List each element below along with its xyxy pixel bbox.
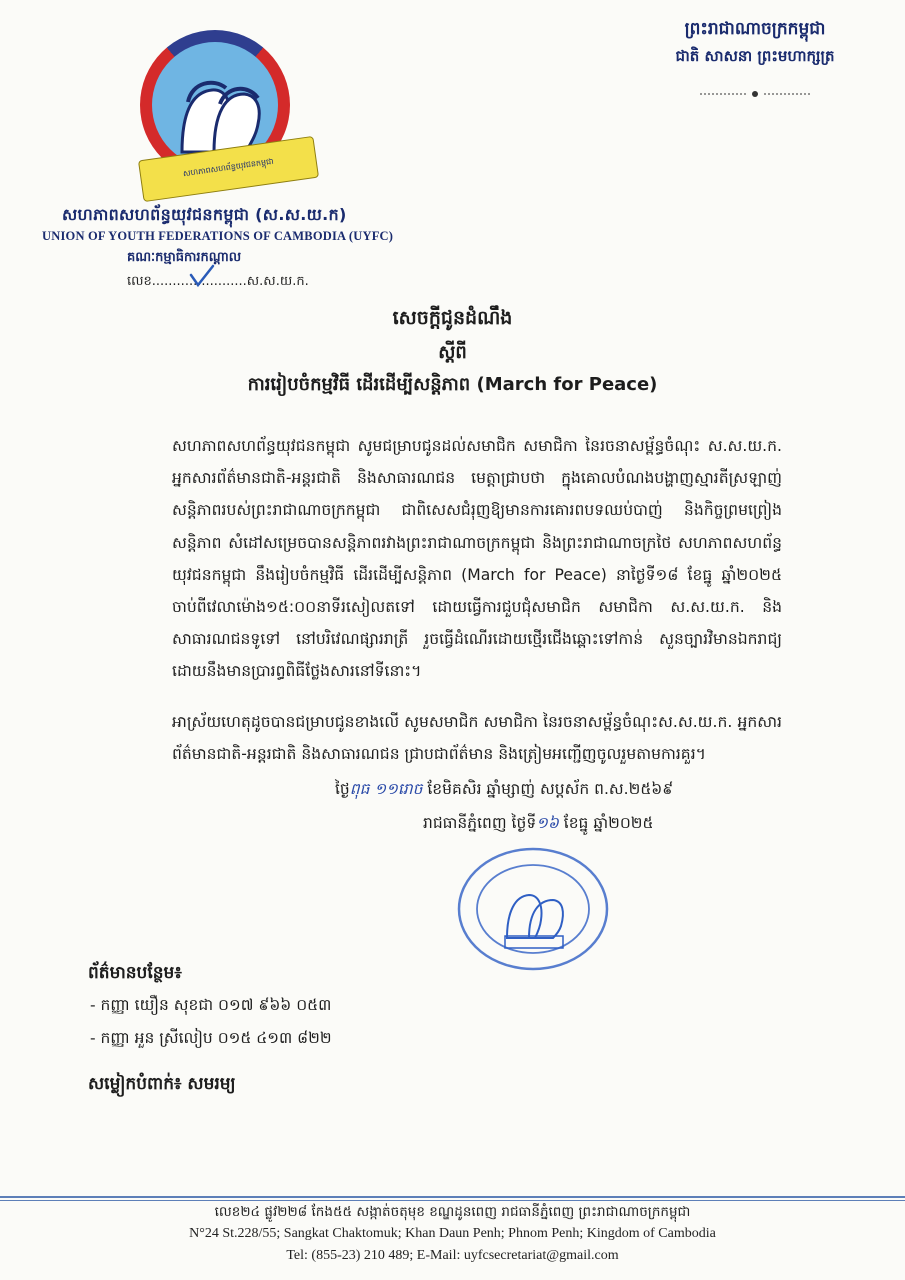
solar-date-rest: ខែធ្នូ ឆ្នាំ២០២៥ — [558, 814, 654, 832]
lunar-date — [335, 779, 673, 802]
org-name-khmer: សហភាពសហព័ន្ធយុវជនកម្ពុជា (ស.ស.យ.ក) — [62, 205, 347, 224]
footer-address-english: N°24 St.228/55; Sangkat Chaktomuk; Khan Daun Penh; Phnom Penh; Kingdom of Cambodia — [189, 1226, 716, 1241]
lunar-date-prefix: ថ្ងៃ — [335, 780, 350, 798]
checkmark-icon — [188, 263, 216, 289]
contact-title: ព័ត៌មានបន្ថែម៖ — [88, 963, 182, 983]
footer-address-khmer: លេខ២៤ ផ្លូវ២២៨ កែង៥៥ សង្កាត់ចតុមុខ ខណ្ឌដូនពេញ រាជធានីភ្នំពេញ ព្រះរាជាណាចក្រកម្ពុជា — [214, 1204, 691, 1220]
contact-item: - កញ្ញា យឿន សុខជា ០១៧ ៩៦៦ ០៥៣ — [90, 996, 332, 1014]
kingdom-heading: ព្រះរាជាណាចក្រកម្ពុជា — [684, 19, 826, 39]
solar-date-prefix: រាជធានីភ្នំពេញ ថ្ងៃទី — [423, 814, 537, 832]
org-name-english: UNION OF YOUTH FEDERATIONS OF CAMBODIA (UYFC) — [42, 229, 394, 243]
lunar-num-handwritten: ១១រោច — [374, 780, 423, 798]
solar-date — [423, 813, 654, 836]
contact-item: - កញ្ញា អួន ស្រីលៀប ០១៥ ៤១៣ ៨២២ — [90, 1029, 332, 1047]
dress-code: សម្លៀកបំពាក់៖ សមរម្យ — [88, 1074, 236, 1094]
ornament-divider — [700, 83, 810, 91]
official-stamp — [455, 846, 611, 972]
org-department: គណៈកម្មាធិការកណ្តាល — [127, 250, 242, 265]
notice-title: សេចក្តីជូនដំណឹង — [392, 307, 513, 329]
body-paragraph-2: អាស្រ័យហេតុដូចបានជម្រាបជូនខាងលើ សូមសមាជិក សមាជិកា នៃរចនាសម្ព័ន្ធចំណុះស.ស.យ.ក. អ្នកសារព័ត៌មានជាតិ-អន្តរជាតិ និងសាធារណជន ជ្រាបជាព័ត៌មាន និងត្រៀមអញ្ជើញចូលរួមតាមការគួរ។ — [172, 713, 782, 764]
lunar-date-rest: ខែមិគសិរ ឆ្នាំម្សាញ់ សប្តស័ក ព.ស.២៥៦៩ — [422, 780, 674, 798]
notice-subtitle: ស្តីពី — [438, 342, 467, 363]
solar-day-handwritten: ១៦ — [536, 814, 559, 832]
logo-ribbon: សហភាពសហព័ន្ធយុវជនកម្ពុជា — [138, 136, 319, 202]
lunar-day-handwritten: ពុធ — [349, 780, 370, 798]
uyfc-logo — [120, 30, 320, 200]
notice-topic: ការរៀបចំកម្មវិធី ដើរដើម្បីសន្តិភាព (March for Peace) — [247, 374, 658, 395]
body-paragraph-1: សហភាពសហព័ន្ធយុវជនកម្ពុជា សូមជម្រាបជូនដល់សមាជិក សមាជិកា នៃរចនាសម្ព័ន្ធចំណុះ ស.ស.យ.ក. អ្នកសារព័ត៌មានជាតិ-អន្តរជាតិ និងសាធារណជន មេត្តាជ្រាបថា ក្នុងគោលបំណងបង្ហាញស្មារតីស្រឡាញ់សន្តិភាពរបស់ព្រះរាជាណាចក្រកម្ពុជា ជាពិសេសជំរុញឱ្យមានការគោរពបទឈប់បាញ់ និងកិច្ចព្រមព្រៀងសន្តិភាព សំដៅសម្រេចបានសន្តិភាពរវាងព្រះរាជាណាចក្រកម្ពុជា និងព្រះរាជាណាចក្រថៃ សហភាពសហព័ន្ធយុវជនកម្ពុជា នឹងរៀបចំកម្មវិធី ដើរដើម្បីសន្តិភាព (March for Peace) នាថ្ងៃទី១៨ ខែធ្នូ ឆ្នាំ២០២៥ ចាប់ពីវេលាម៉ោង១៥:០០នាទីរសៀលតទៅ ដោយធ្វើការជួបជុំសមាជិក សមាជិកា ស.ស.យ.ក. និងសាធារណជនទូទៅ នៅបរិវេណផ្សាររាត្រី រួចធ្វើដំណើរដោយថ្មើរជើងឆ្ពោះទៅកាន់ សួនច្បារវិមានឯករាជ្យ ដោយនឹងមានប្រារព្ធពិធីថ្លែងសារនៅទីនោះ។ — [172, 437, 782, 681]
reference-number: លេខ.......................ស.ស.យ.ក. — [127, 274, 309, 289]
national-motto: ជាតិ សាសនា ព្រះមហាក្សត្រ — [675, 47, 835, 65]
footer-contact: Tel: (855-23) 210 489; E-Mail: uyfcsecretariat@gmail.com — [286, 1248, 619, 1263]
footer-divider-thin — [0, 1200, 905, 1201]
footer-divider — [0, 1196, 905, 1198]
